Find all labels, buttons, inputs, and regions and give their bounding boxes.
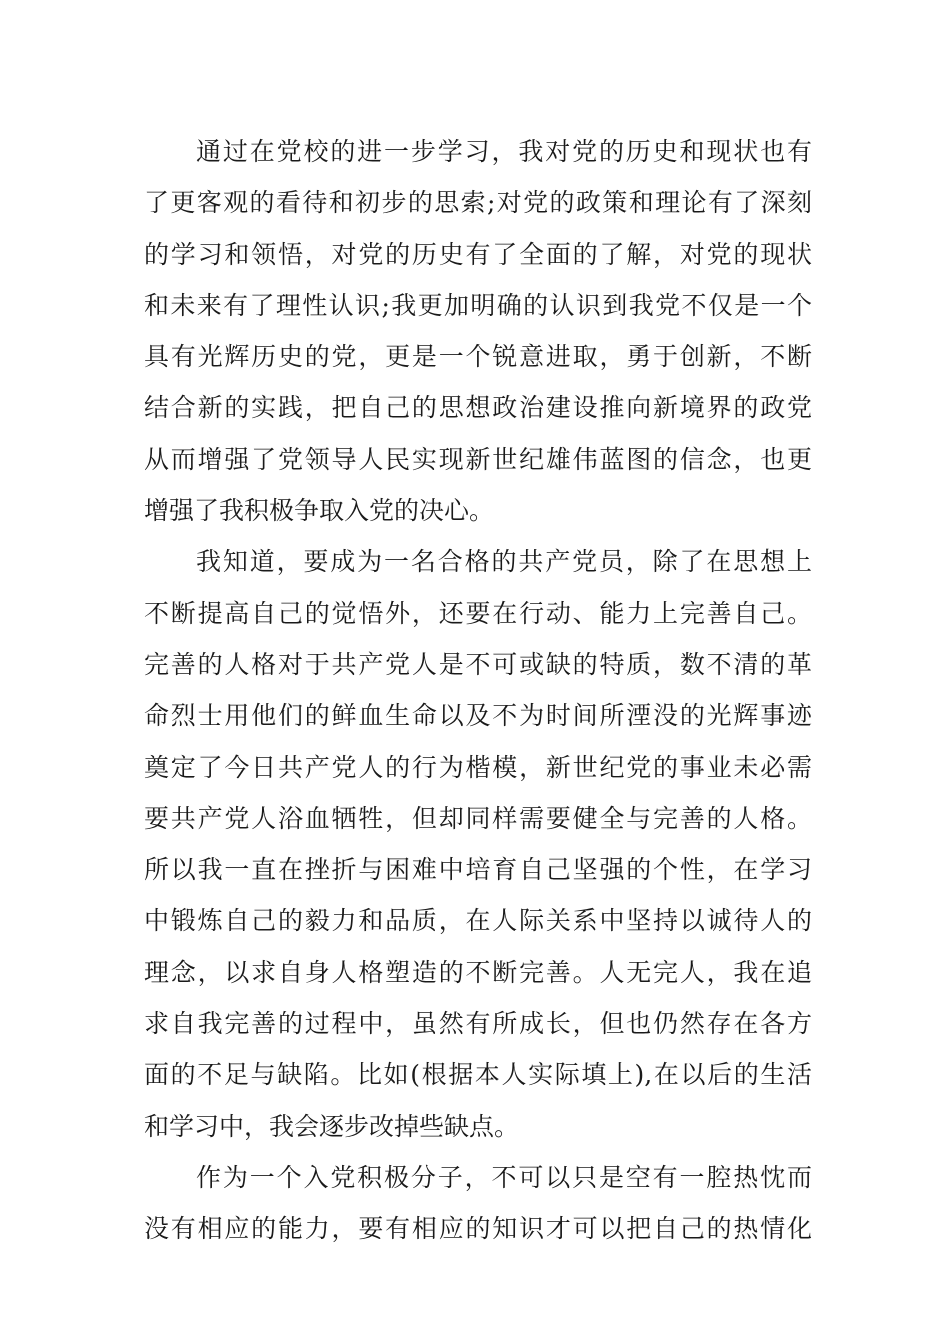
paragraph-3-line-2: 没有相应的能力，要有相应的知识才可以把自己的热情化 [144, 1214, 812, 1244]
paragraph-2-line-6: 要共产党人浴血牺牲，但却同样需要健全与完善的人格。 [144, 803, 812, 833]
paragraph-1-line-7: 从而增强了党领导人民实现新世纪雄伟蓝图的信念，也更 [144, 444, 812, 474]
paragraph-2-line-12: 和学习中，我会逐步改掉些缺点。 [144, 1111, 520, 1141]
paragraph-2-line-5: 奠定了今日共产党人的行为楷模，新世纪党的事业未必需 [144, 752, 812, 782]
paragraph-2-line-8: 中锻炼自己的毅力和品质，在人际关系中坚持以诚待人的 [144, 906, 812, 936]
paragraph-1-line-3: 的学习和领悟，对党的历史有了全面的了解，对党的现状 [144, 239, 812, 269]
paragraph-2-line-4: 命烈士用他们的鲜血生命以及不为时间所湮没的光辉事迹 [144, 701, 812, 731]
paragraph-2-line-9: 理念，以求自身人格塑造的不断完善。人无完人，我在追 [144, 957, 812, 987]
paragraph-2-line-1: 我知道，要成为一名合格的共产党员，除了在思想上 [196, 547, 812, 577]
paragraph-1-line-8: 增强了我积极争取入党的决心。 [144, 496, 495, 526]
paragraph-2-line-7: 所以我一直在挫折与困难中培育自己坚强的个性，在学习 [144, 855, 812, 885]
paragraph-2-line-11: 面的不足与缺陷。比如(根据本人实际填上),在以后的生活 [144, 1060, 812, 1090]
paragraph-1-line-6: 结合新的实践，把自己的思想政治建设推向新境界的政党 [144, 393, 812, 423]
paragraph-3-line-1: 作为一个入党积极分子，不可以只是空有一腔热忱而 [196, 1162, 812, 1192]
paragraph-1-line-4: 和未来有了理性认识;我更加明确的认识到我党不仅是一个 [144, 290, 812, 320]
paragraph-1-line-5: 具有光辉历史的党，更是一个锐意进取，勇于创新，不断 [144, 342, 812, 372]
paragraph-2-line-10: 求自我完善的过程中，虽然有所成长，但也仍然存在各方 [144, 1009, 812, 1039]
document-body [144, 126, 812, 1255]
paragraph-1-line-2: 了更客观的看待和初步的思索;对党的政策和理论有了深刻 [144, 188, 812, 218]
paragraph-1-line-1: 通过在党校的进一步学习，我对党的历史和现状也有 [196, 137, 812, 166]
paragraph-2-line-2: 不断提高自己的觉悟外，还要在行动、能力上完善自己。 [144, 598, 812, 628]
paragraph-2-line-3: 完善的人格对于共产党人是不可或缺的特质，数不清的革 [144, 649, 812, 679]
